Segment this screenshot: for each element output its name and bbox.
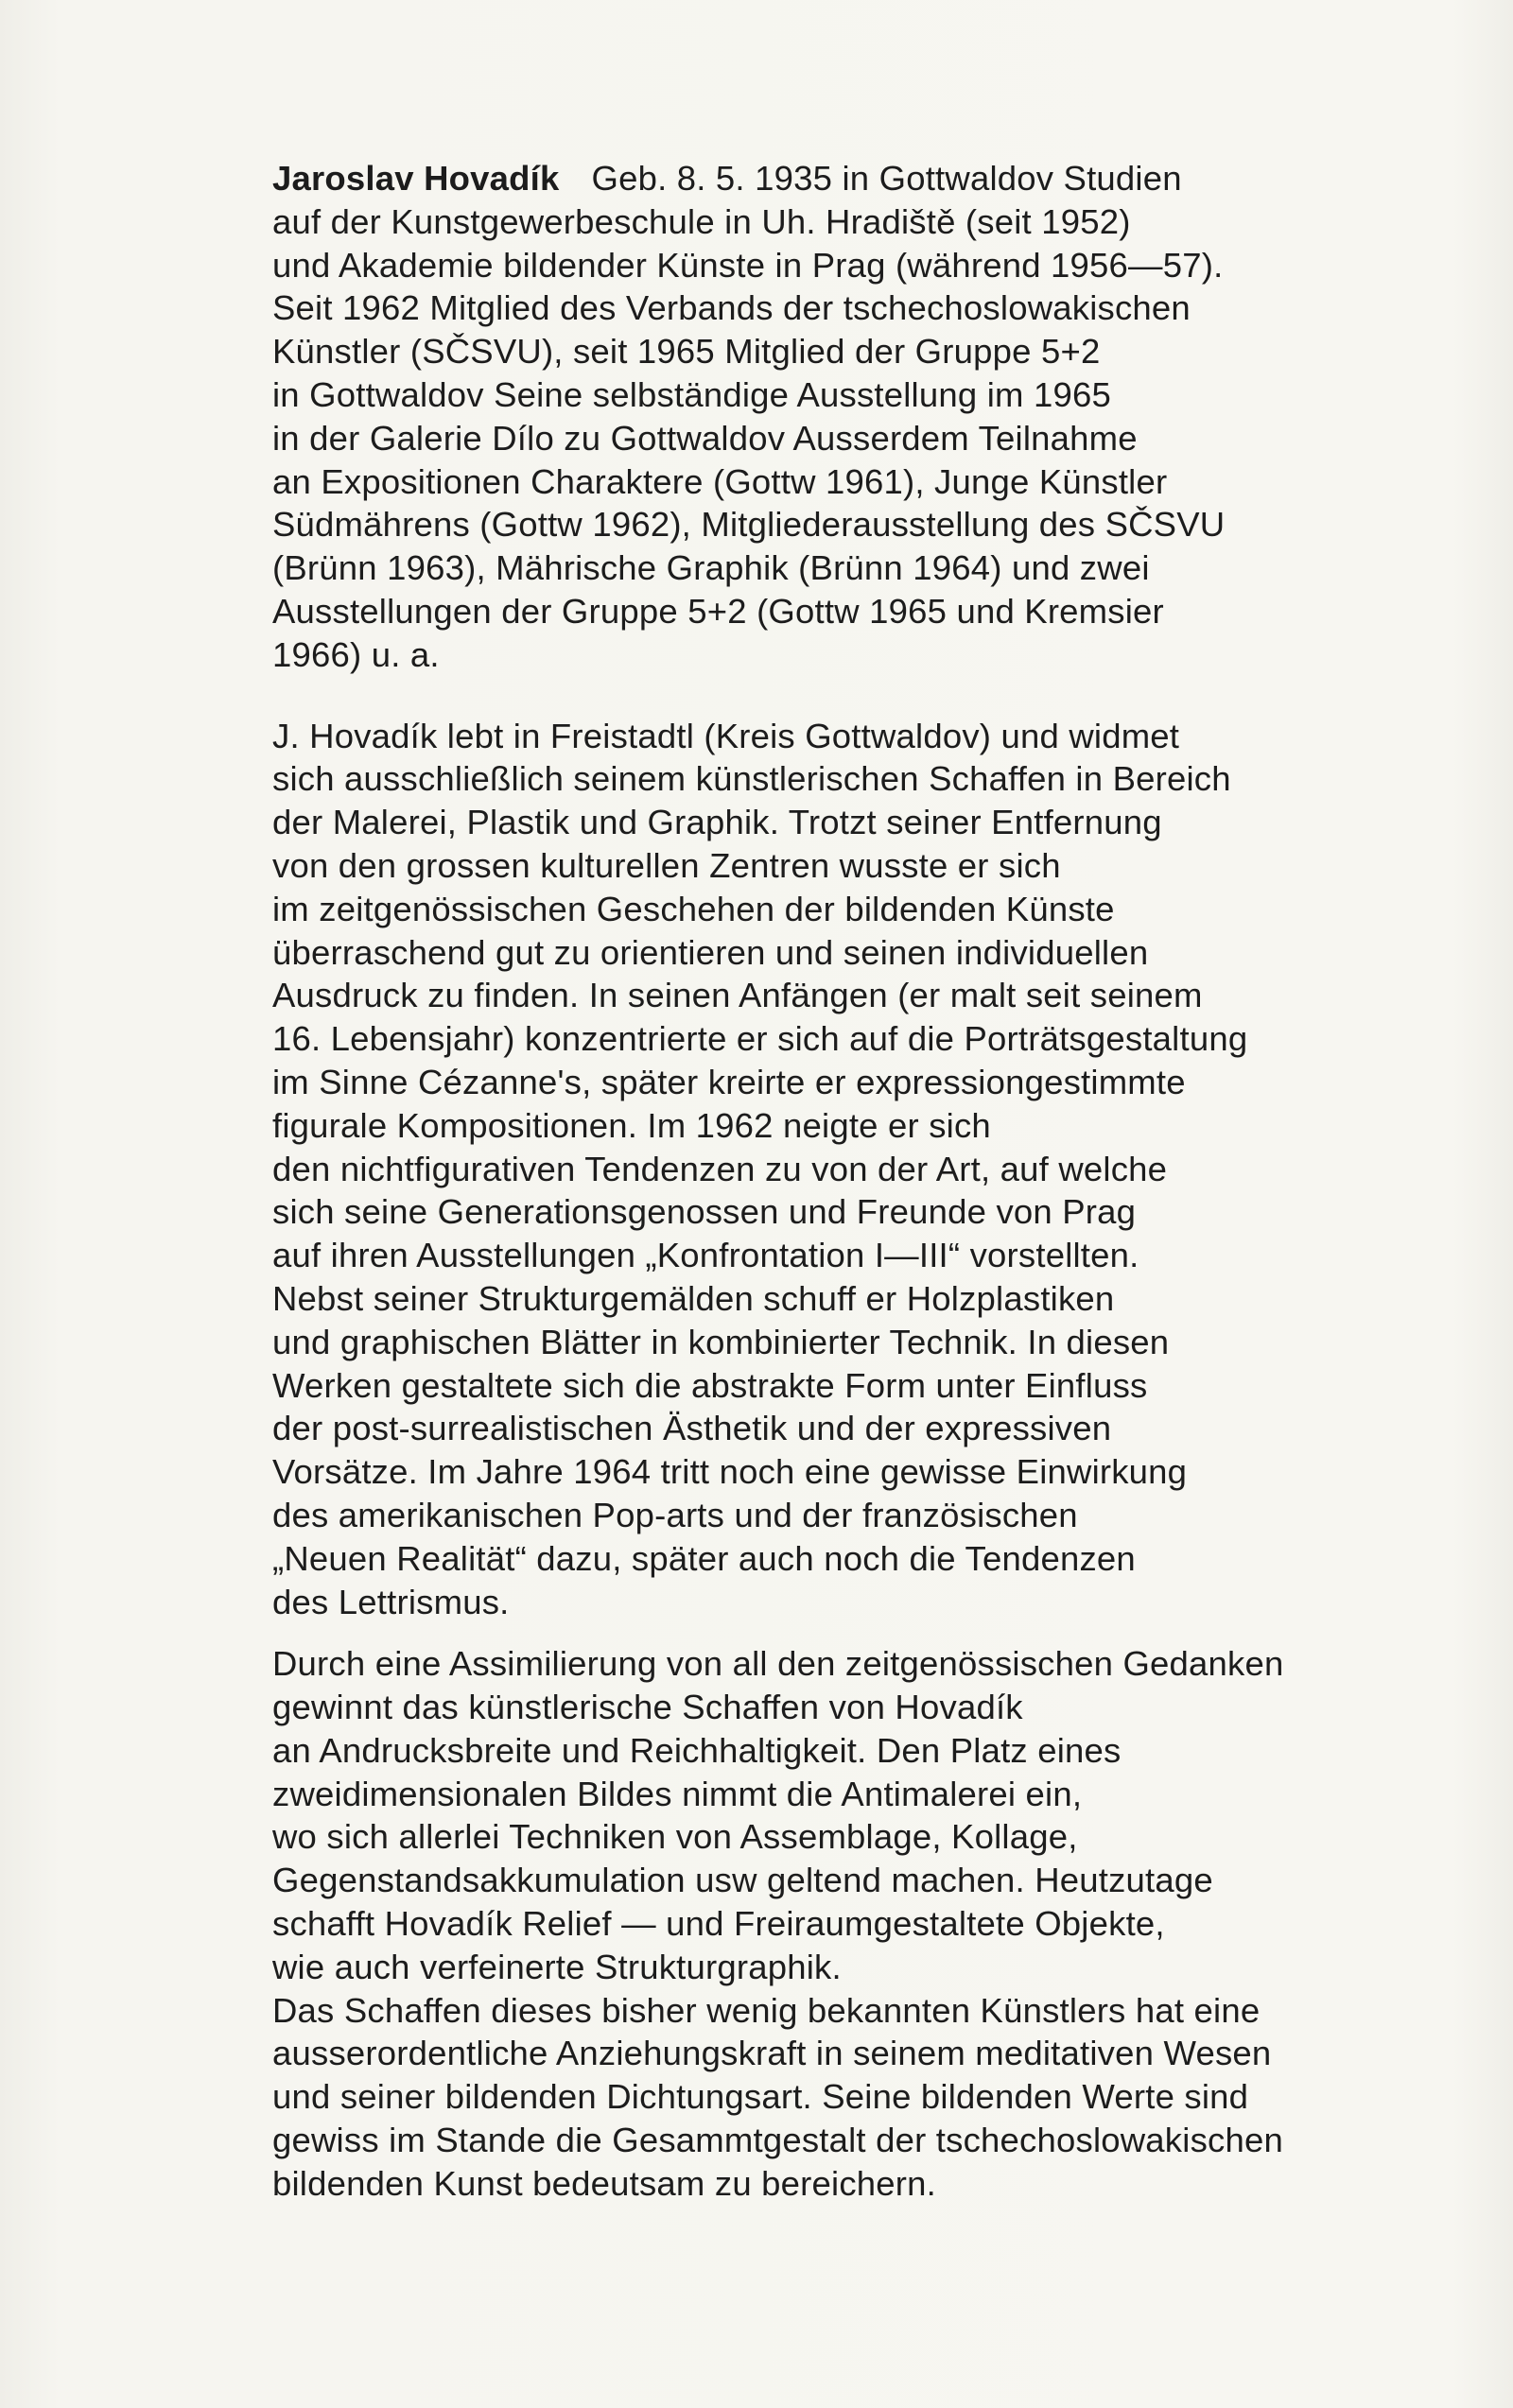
text-line: gewinnt das künstlerische Schaffen von Hovadík [272, 1688, 1023, 1727]
text-line: schafft Hovadík Relief — und Freiraumgestaltete Objekte, [272, 1904, 1165, 1944]
text-line: in der Galerie Dílo zu Gottwaldov Ausserdem Teilnahme [272, 418, 1138, 458]
text-line: sich ausschließlich seinem künstlerischen Schaffen in Bereich [272, 759, 1231, 799]
text-line: an Andrucksbreite und Reichhaltigkeit. Den Platz eines [272, 1730, 1122, 1770]
text-line: wo sich allerlei Techniken von Assemblage, Kollage, [272, 1817, 1078, 1857]
text-line: Werken gestaltete sich die abstrakte Form unter Einfluss [272, 1365, 1148, 1405]
text-line: Durch eine Assimilierung von all den zeitgenössischen Gedanken [272, 1644, 1284, 1684]
birth-info: Geb. 8. 5. 1935 in Gottwaldov Studien [591, 159, 1182, 198]
text-line: Nebst seiner Strukturgemälden schuff er Holzplastiken [272, 1278, 1115, 1318]
text-line: figurale Kompositionen. Im 1962 neigte er sich [272, 1105, 991, 1145]
text-line: Ausdruck zu finden. In seinen Anfängen (er malt seit seinem [272, 976, 1203, 1015]
artist-name: Jaroslav Hovadík [272, 159, 560, 198]
text-line: 1966) u. a. [272, 634, 440, 674]
text-line: der post-surrealistischen Ästhetik und der expressiven [272, 1409, 1112, 1448]
text-line: überraschend gut zu orientieren und seinen individuellen [272, 932, 1149, 972]
text-line: wie auch verfeinerte Strukturgraphik. [272, 1947, 842, 1986]
text-line: auf ihren Ausstellungen „Konfrontation I—III“ vorstellten. [272, 1236, 1139, 1275]
text-line: im Sinne Cézanne's, später kreirte er expressiongestimmte [272, 1062, 1186, 1101]
text-line: Vorsätze. Im Jahre 1964 tritt noch eine gewisse Einwirkung [272, 1452, 1188, 1492]
text-line: des Lettrismus. [272, 1582, 510, 1621]
text-line: (Brünn 1963), Mährische Graphik (Brünn 1964) und zwei [272, 548, 1150, 588]
text-line: ausserordentliche Anziehungskraft in seinem meditativen Wesen [272, 2034, 1272, 2073]
text-line: 16. Lebensjahr) konzentrierte er sich auf die Porträtsgestaltung [272, 1019, 1248, 1059]
paragraph-career [272, 715, 1369, 1624]
text-line: in Gottwaldov Seine selbständige Ausstellung im 1965 [272, 374, 1111, 414]
text-line: bildenden Kunst bedeutsam zu bereichern. [272, 2163, 936, 2203]
text-line: und graphischen Blätter in kombinierter Technik. In diesen [272, 1322, 1170, 1361]
text-line: und seiner bildenden Dichtungsart. Seine bildenden Werte sind [272, 2077, 1249, 2117]
first-line [272, 157, 1369, 200]
text-line: Ausstellungen der Gruppe 5+2 (Gottw 1965 und Kremsier [272, 591, 1164, 631]
paragraph-conclusion [272, 1989, 1369, 2206]
text-line: Seit 1962 Mitglied des Verbands der tschechoslowakischen [272, 288, 1191, 328]
paragraph-biography [272, 157, 1369, 677]
text-line: J. Hovadík lebt in Freistadtl (Kreis Gottwaldov) und widmet [272, 716, 1180, 755]
text-line: sich seine Generationsgenossen und Freunde von Prag [272, 1192, 1137, 1232]
paragraph-assimilation [272, 1642, 1369, 1988]
text-line: der Malerei, Plastik und Graphik. Trotzt seiner Entfernung [272, 803, 1162, 842]
text-line: von den grossen kulturellen Zentren wusste er sich [272, 845, 1061, 885]
text-line: gewiss im Stande die Gesammtgestalt der tschechoslowakischen [272, 2121, 1283, 2160]
text-line: Südmährens (Gottw 1962), Mitgliederausstellung des SČSVU [272, 505, 1226, 545]
text-line: an Expositionen Charaktere (Gottw 1961), Junge Künstler [272, 461, 1168, 501]
text-line: Künstler (SČSVU), seit 1965 Mitglied der Gruppe 5+2 [272, 332, 1101, 372]
text-line: Das Schaffen dieses bisher wenig bekannten Künstlers hat eine [272, 1990, 1261, 2030]
text-line: den nichtfigurativen Tendenzen zu von der Art, auf welche [272, 1149, 1168, 1188]
text-line: zweidimensionalen Bildes nimmt die Antimalerei ein, [272, 1774, 1083, 1813]
text-line: im zeitgenössischen Geschehen der bildenden Künste [272, 889, 1115, 928]
text-line: auf der Kunstgewerbeschule in Uh. Hradiště (seit 1952) [272, 201, 1131, 241]
text-line: und Akademie bildender Künste in Prag (während 1956—57). [272, 245, 1224, 285]
text-line: Gegenstandsakkumulation usw geltend machen. Heutzutage [272, 1861, 1213, 1900]
text-line: „Neuen Realität“ dazu, später auch noch die Tendenzen [272, 1538, 1136, 1578]
biography-text [272, 157, 1369, 2206]
text-line: des amerikanischen Pop-arts und der französischen [272, 1495, 1078, 1534]
spacer [272, 677, 1369, 696]
